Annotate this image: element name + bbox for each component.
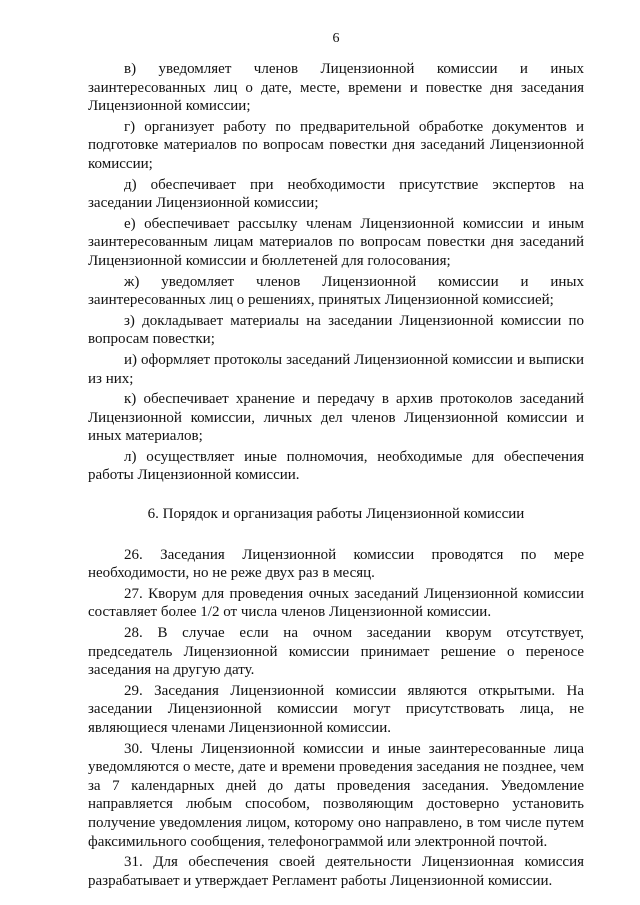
clause-27: 27. Кворум для проведения очных заседаний Лицензионной комиссии составляет более 1/2 от числа членов Лицензионной комиссии. [88, 585, 584, 621]
list-item-l: л) осуществляет иные полномочия, необходимые для обеспечения работы Лицензионной комиссии. [88, 448, 584, 484]
list-item-d: д) обеспечивает при необходимости присутствие экспертов на заседании Лицензионной комиссии; [88, 176, 584, 212]
list-item-v: в) уведомляет членов Лицензионной комиссии и иных заинтересованных лиц о дате, месте, времени и повестке дня заседания Лицензионной комиссии; [88, 61, 584, 115]
clause-26: 26. Заседания Лицензионной комиссии проводятся по мере необходимости, но не реже двух раз в месяц. [88, 546, 584, 582]
list-item-zh: ж) уведомляет членов Лицензионной комиссии и иных заинтересованных лиц о решениях, принятых Лицензионной комиссией; [88, 273, 584, 309]
section-title: 6. Порядок и организация работы Лицензионной комиссии [147, 506, 525, 523]
list-item-g: г) организует работу по предварительной обработке документов и подготовке материалов по вопросам повестки дня заседаний Лицензионной комиссии; [88, 118, 584, 172]
list-item-i: и) оформляет протоколы заседаний Лицензионной комиссии и выписки из них; [88, 351, 584, 387]
page-number: 6 [332, 31, 340, 46]
clause-28: 28. В случае если на очном заседании кворум отсутствует, председатель Лицензионной комиссии принимает решение о переносе заседания на другую дату. [88, 625, 584, 679]
clause-29: 29. Заседания Лицензионной комиссии являются открытыми. На заседании Лицензионной комиссии могут присутствовать лица, не являющиеся членами Лицензионной комиссии. [88, 682, 584, 736]
clause-31: 31. Для обеспечения своей деятельности Лицензионная комиссия разрабатывает и утверждает Регламент работы Лицензионной комиссии. [88, 854, 584, 889]
list-item-k: к) обеспечивает хранение и передачу в архив протоколов заседаний Лицензионной комиссии, личных дел членов Лицензионной комиссии и иных материалов; [88, 391, 584, 445]
list-item-e: е) обеспечивает рассылку членам Лицензионной комиссии и иным заинтересованным лицам материалов по вопросам повестки дня заседаний Лицензионной комиссии и бюллетеней для голосования; [88, 215, 584, 269]
document-body [88, 60, 584, 890]
clause-30: 30. Члены Лицензионной комиссии и иные заинтересованные лица уведомляются о месте, дате и времени проведения заседания не позднее, чем за 7 календарных дней до даты проведения заседания. Уведомление направляется любым способом, позволяющим достоверно установить получение уведомления лицом, которому оно направлено, в том числе путем факсимильного сообщения, телефонограммой или электронной почтой. [88, 740, 584, 850]
list-item-z: з) докладывает материалы на заседании Лицензионной комиссии по вопросам повестки; [88, 312, 584, 348]
